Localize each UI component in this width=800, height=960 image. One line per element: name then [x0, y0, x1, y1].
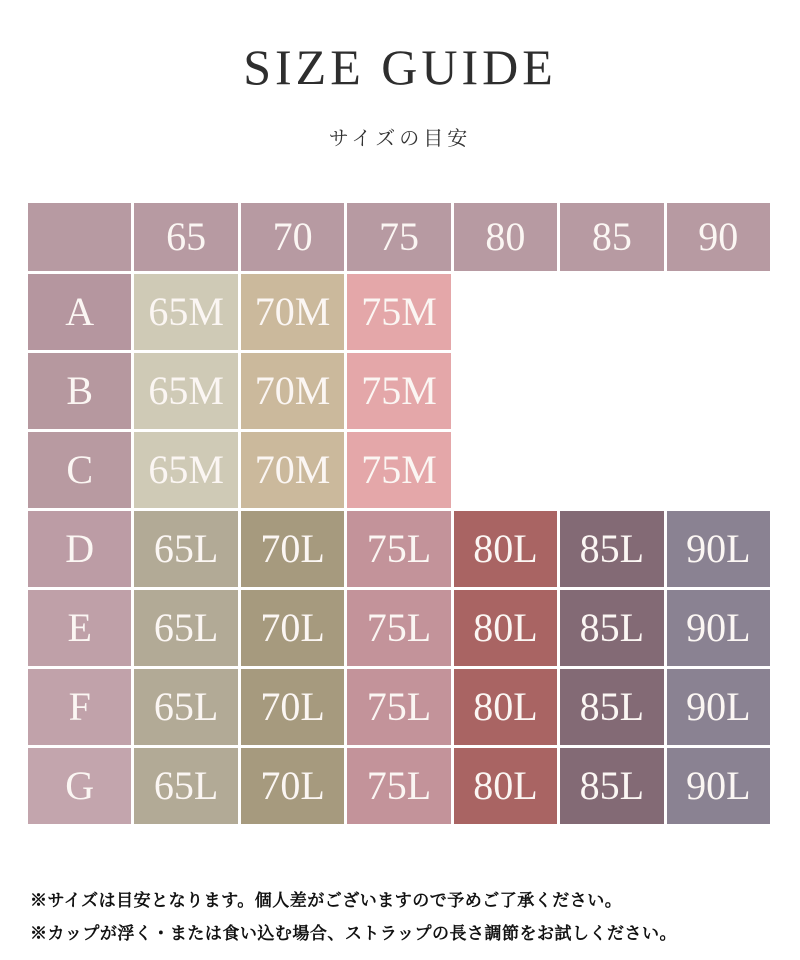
- size-cell: 90L: [667, 590, 770, 666]
- size-guide-table: [28, 203, 770, 824]
- size-cell: 65M: [134, 432, 237, 508]
- row-label-cell: D: [28, 511, 131, 587]
- size-cell: 80L: [454, 748, 557, 824]
- size-cell: 85L: [560, 748, 663, 824]
- empty-cell: [667, 432, 770, 508]
- size-cell: 70M: [241, 353, 344, 429]
- row-label-cell: G: [28, 748, 131, 824]
- row-label-cell: F: [28, 669, 131, 745]
- row-label-cell: A: [28, 274, 131, 350]
- size-cell: 65L: [134, 590, 237, 666]
- column-header-cell: 70: [241, 203, 344, 271]
- size-cell: 90L: [667, 511, 770, 587]
- size-cell: 65L: [134, 748, 237, 824]
- size-cell: 90L: [667, 669, 770, 745]
- empty-cell: [667, 274, 770, 350]
- size-cell: 65M: [134, 353, 237, 429]
- size-cell: 75M: [347, 274, 450, 350]
- empty-cell: [560, 274, 663, 350]
- footnote-line-2: ※カップが浮く・または食い込む場合、ストラップの長さ調節をお試しください。: [30, 924, 677, 944]
- size-cell: 85L: [560, 590, 663, 666]
- size-cell: 65L: [134, 511, 237, 587]
- size-cell: 80L: [454, 590, 557, 666]
- column-header-cell: 85: [560, 203, 663, 271]
- page-subtitle: サイズの目安: [328, 128, 472, 150]
- empty-cell: [560, 353, 663, 429]
- empty-cell: [454, 274, 557, 350]
- row-label-cell: C: [28, 432, 131, 508]
- size-cell: 70M: [241, 432, 344, 508]
- header-corner-cell: [28, 203, 131, 271]
- size-cell: 75L: [347, 590, 450, 666]
- size-cell: 80L: [454, 511, 557, 587]
- column-header-cell: 90: [667, 203, 770, 271]
- row-label-cell: B: [28, 353, 131, 429]
- size-cell: 70L: [241, 590, 344, 666]
- column-header-cell: 80: [454, 203, 557, 271]
- size-cell: 75M: [347, 353, 450, 429]
- size-cell: 85L: [560, 669, 663, 745]
- size-cell: 75M: [347, 432, 450, 508]
- size-cell: 70M: [241, 274, 344, 350]
- empty-cell: [560, 432, 663, 508]
- size-cell: 80L: [454, 669, 557, 745]
- column-header-cell: 75: [347, 203, 450, 271]
- size-cell: 70L: [241, 511, 344, 587]
- empty-cell: [454, 353, 557, 429]
- size-cell: 65L: [134, 669, 237, 745]
- size-cell: 75L: [347, 511, 450, 587]
- empty-cell: [667, 353, 770, 429]
- size-cell: 85L: [560, 511, 663, 587]
- row-label-cell: E: [28, 590, 131, 666]
- page-title: SIZE GUIDE: [243, 39, 557, 95]
- size-cell: 75L: [347, 748, 450, 824]
- column-header-cell: 65: [134, 203, 237, 271]
- size-cell: 70L: [241, 669, 344, 745]
- footnotes: [30, 884, 800, 950]
- footnote-line-1: ※サイズは目安となります。個人差がございますので予めご了承ください。: [30, 891, 623, 910]
- empty-cell: [454, 432, 557, 508]
- size-cell: 65M: [134, 274, 237, 350]
- size-cell: 75L: [347, 669, 450, 745]
- size-cell: 70L: [241, 748, 344, 824]
- size-cell: 90L: [667, 748, 770, 824]
